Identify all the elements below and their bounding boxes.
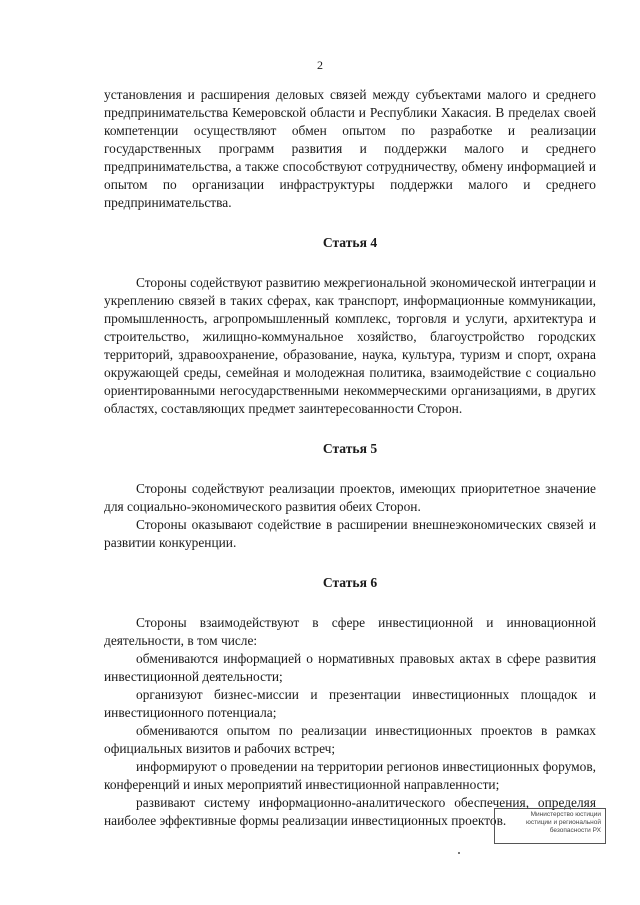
registration-stamp	[494, 808, 606, 844]
article-5-paragraph-1: Стороны содействуют реализации проектов, имеющих приоритетное значение для социально-экономического развития обеих Сторон.	[104, 481, 596, 514]
article-6-heading: Статья 6	[322, 575, 378, 590]
article-5-paragraph-2: Стороны оказывают содействие в расширении внешнеэкономических связей и развитии конкуренции.	[104, 517, 596, 550]
article-6-list-item-1: обмениваются информацией о нормативных правовых актах в сфере развития инвестиционной деятельности;	[104, 651, 596, 684]
article-5-heading: Статья 5	[322, 441, 378, 456]
stamp-line-1: Министерство юстиции	[530, 811, 601, 818]
article-6-list-item-4: информируют о проведении на территории регионов инвестиционных форумов, конференций и иных мероприятий инвестиционной направленности;	[104, 759, 596, 792]
article-4-heading: Статья 4	[322, 235, 378, 250]
article-6-list-item-2: организуют бизнес-миссии и презентации инвестиционных площадок и инвестиционного потенциала;	[104, 687, 596, 720]
document-body	[104, 86, 596, 830]
stamp-line-3: безопасности РХ	[549, 827, 601, 834]
page-number: 2	[317, 58, 323, 72]
stamp-line-2: юстиции и региональной	[525, 819, 601, 826]
intro-paragraph: установления и расширения деловых связей между субъектами малого и среднего предпринимательства Кемеровской области и Республики Хакасия. В пределах своей компетенции осуществляют обмен опытом по разработке и реализации государственных программ развития и поддержки малого и среднего предпринимательства, а также способствуют сотрудничеству, обмену информацией и опытом по организации инфраструктуры поддержки малого и среднего предпринимательства.	[104, 87, 596, 210]
article-6-list-item-3: обмениваются опытом по реализации инвестиционных проектов в рамках официальных визитов и рабочих встреч;	[104, 723, 596, 756]
scan-speck	[458, 852, 460, 854]
article-6-paragraph-1: Стороны взаимодействуют в сфере инвестиционной и инновационной деятельности, в том числе:	[104, 615, 596, 648]
article-6-list-item-5: развивают систему информационно-аналитического обеспечения, определяя наиболее эффективные формы реализации инвестиционных проектов.	[104, 795, 596, 828]
article-4-paragraph-1: Стороны содействуют развитию межрегиональной экономической интеграции и укреплению связей в таких сферах, как транспорт, информационные коммуникации, промышленность, агропромышленный комплекс, торговля и услуги, архитектура и строительство, жилищно-коммунальное хозяйство, благоустройство городских территорий, здравоохранение, образование, наука, культура, туризм и спорт, охрана окружающей среды, семейная и молодежная политика, взаимодействие с социально ориентированными негосударственными некоммерческими организациями, в других областях, составляющих предмет заинтересованности Сторон.	[104, 275, 596, 416]
